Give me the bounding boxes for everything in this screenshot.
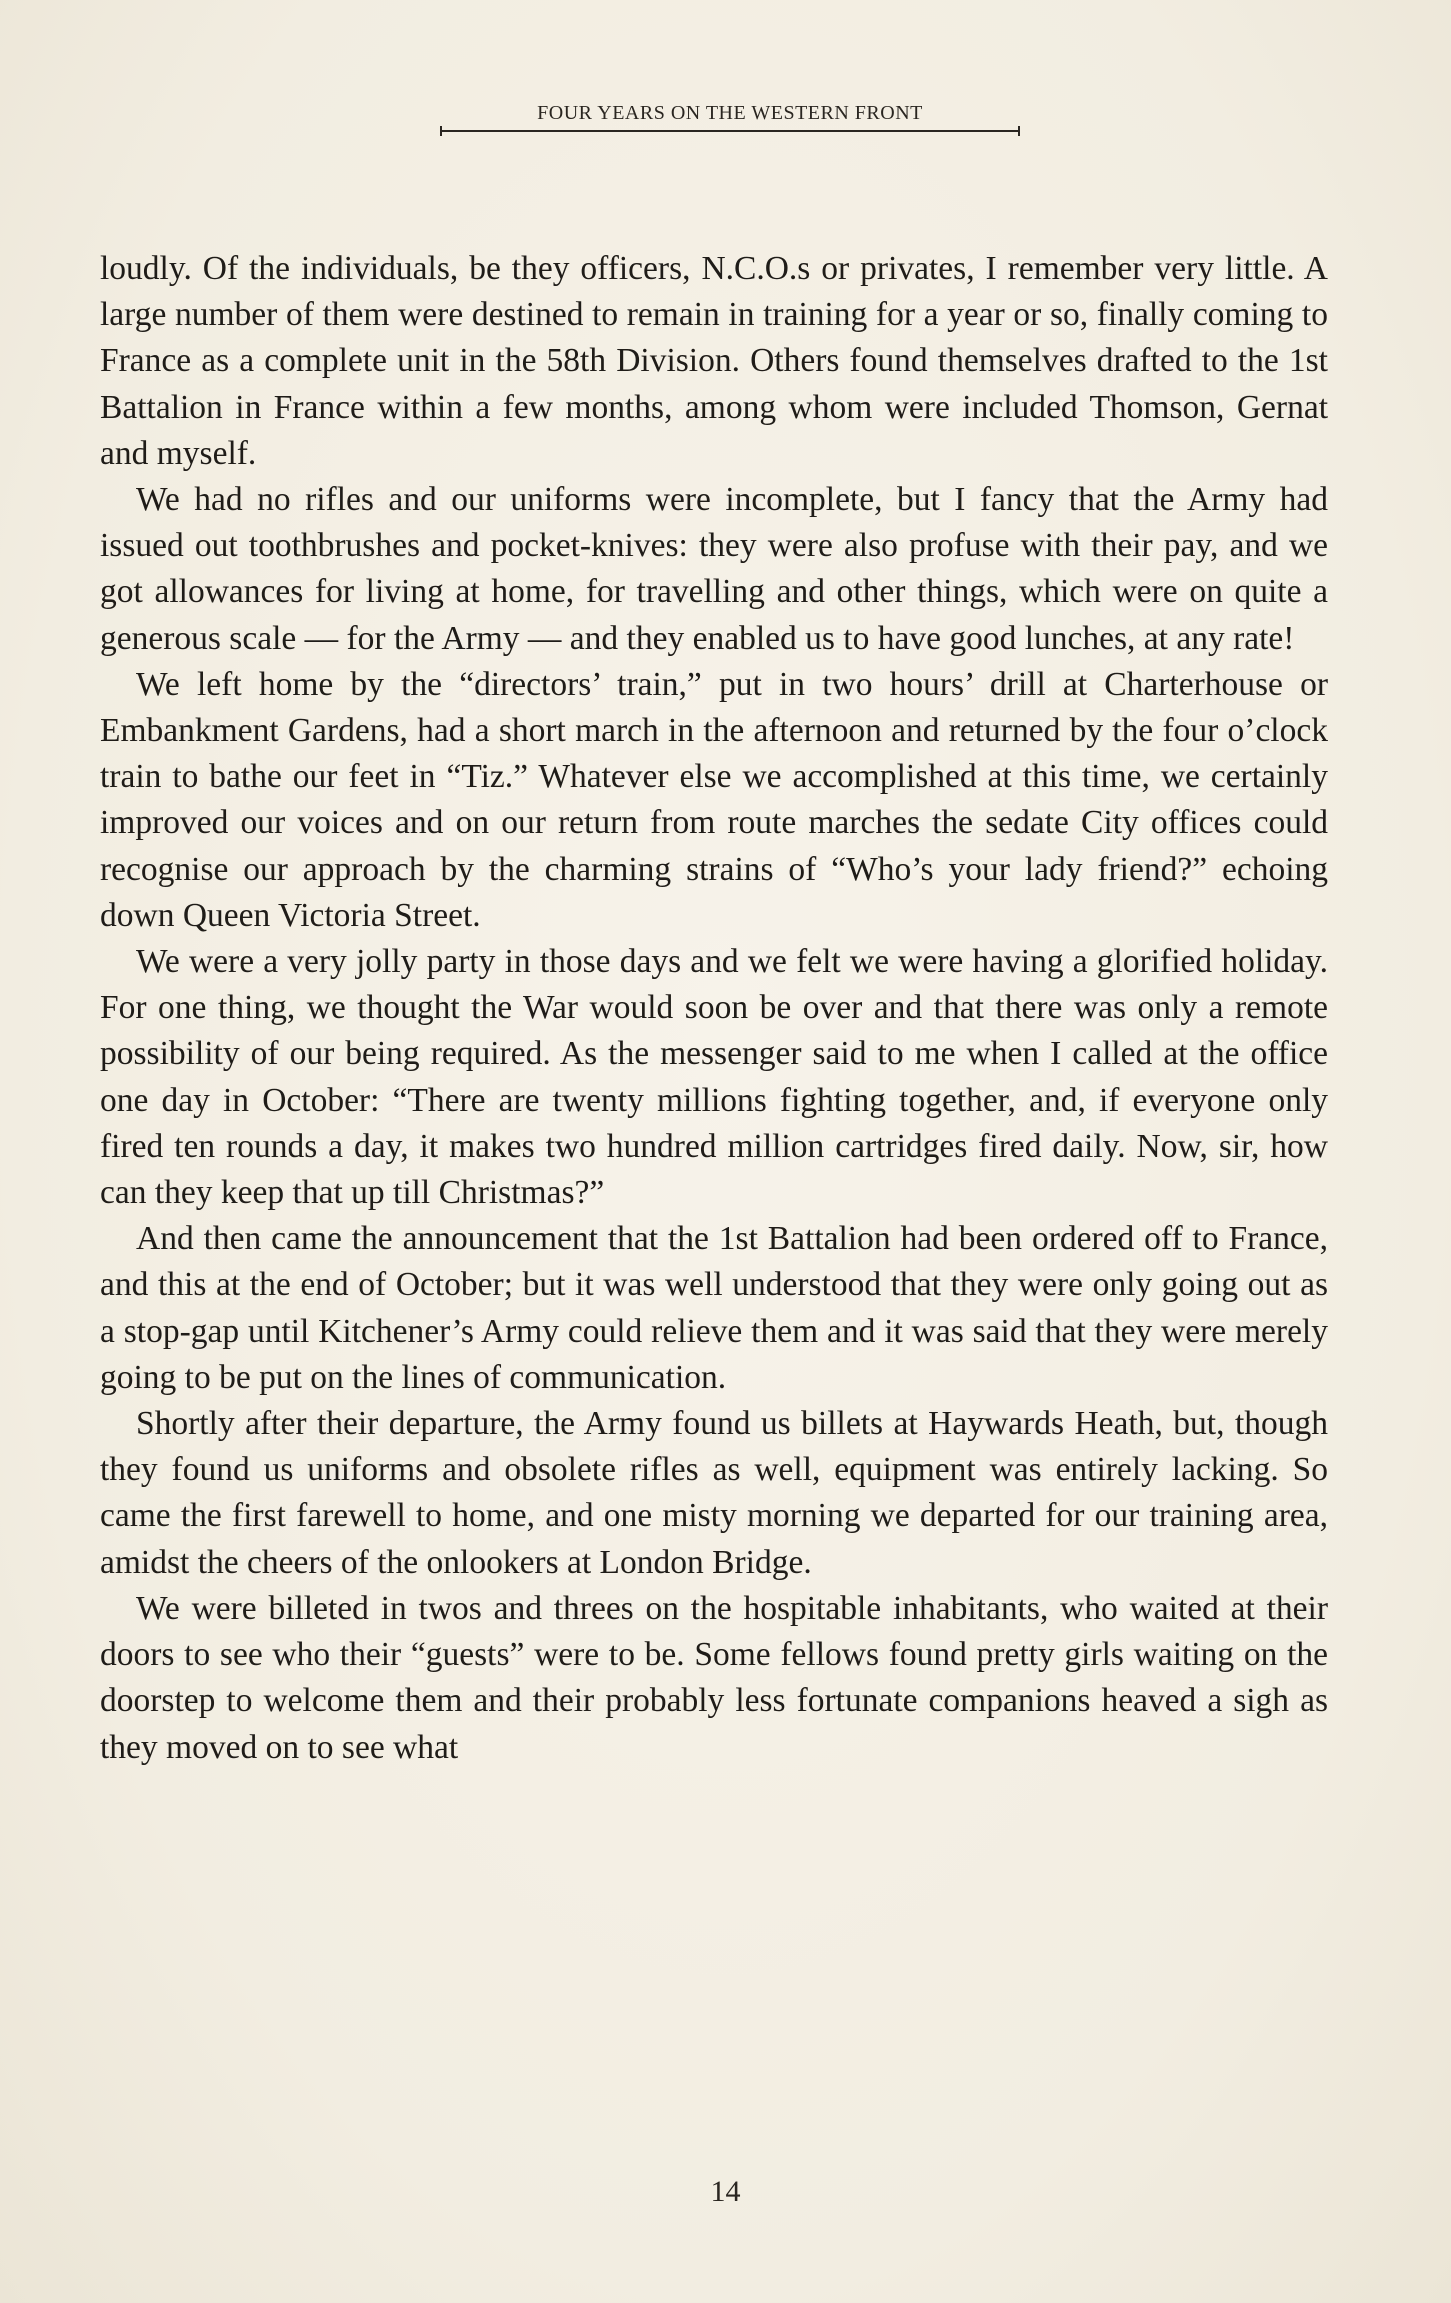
paragraph: We left home by the “directors’ train,” put in two hours’ drill at Charterhouse or Embankment Gardens, had a short march in the afternoon and returned by the four o’clock train to bathe our feet in “Tiz.” Whatever else we accomplished at this time, we certainly improved our voices and on our return from route marches the sedate City offices could recognise our approach by the charming strains of “Who’s your lady friend?” echoing down Queen Victoria Street. — [100, 665, 1328, 934]
running-title: FOUR YEARS ON THE WESTERN FRONT — [537, 102, 923, 124]
paragraph: We were a very jolly party in those days and we felt we were having a glorified holiday. For one thing, we thought the War would soon be over and that there was only a remote possibility of our being required. As the messenger said to me when I called at the office one day in October: “There are twenty millions fighting together, and, if everyone only fired ten rounds a day, it makes two hundred million cartridges fired daily. Now, sir, how can they keep that up till Christmas?” — [100, 943, 1328, 1212]
header-rule — [440, 130, 1020, 132]
body-text — [100, 246, 1328, 1771]
page-number: 14 — [710, 2175, 741, 2208]
running-head — [440, 100, 1020, 132]
paragraph: We were billeted in twos and threes on the hospitable inhabitants, who waited at their doors to see who their “guests” were to be. Some fellows found pretty girls waiting on the doorstep to welcome them and their probably less fortunate companions heaved a sigh as they moved on to see what — [100, 1589, 1328, 1766]
paragraph: Shortly after their departure, the Army found us billets at Haywards Heath, but, though they found us uniforms and obsolete rifles as well, equipment was entirely lacking. So came the first farewell to home, and one misty morning we departed for our training area, amidst the cheers of the onlookers at London Bridge. — [100, 1405, 1328, 1581]
paragraph: And then came the announcement that the 1st Battalion had been ordered off to France, and this at the end of October; but it was well understood that they were only going out as a stop-gap until Kitchener’s Army could relieve them and it was said that they were merely going to be put on the lines of communication. — [100, 1220, 1328, 1396]
paragraph: We had no rifles and our uniforms were incomplete, but I fancy that the Army had issued out toothbrushes and pocket-knives: they were also profuse with their pay, and we got allowances for living at home, for travelling and other things, which were on quite a generous scale — for the Army — and they enabled us to have good lunches, at any rate! — [100, 481, 1328, 657]
paragraph: loudly. Of the individuals, be they officers, N.C.O.s or privates, I remember very little. A large number of them were destined to remain in training for a year or so, finally coming to France as a complete unit in the 58th Division. Others found themselves drafted to the 1st Battalion in France within a few months, among whom were included Thomson, Gernat and myself. — [100, 250, 1328, 472]
